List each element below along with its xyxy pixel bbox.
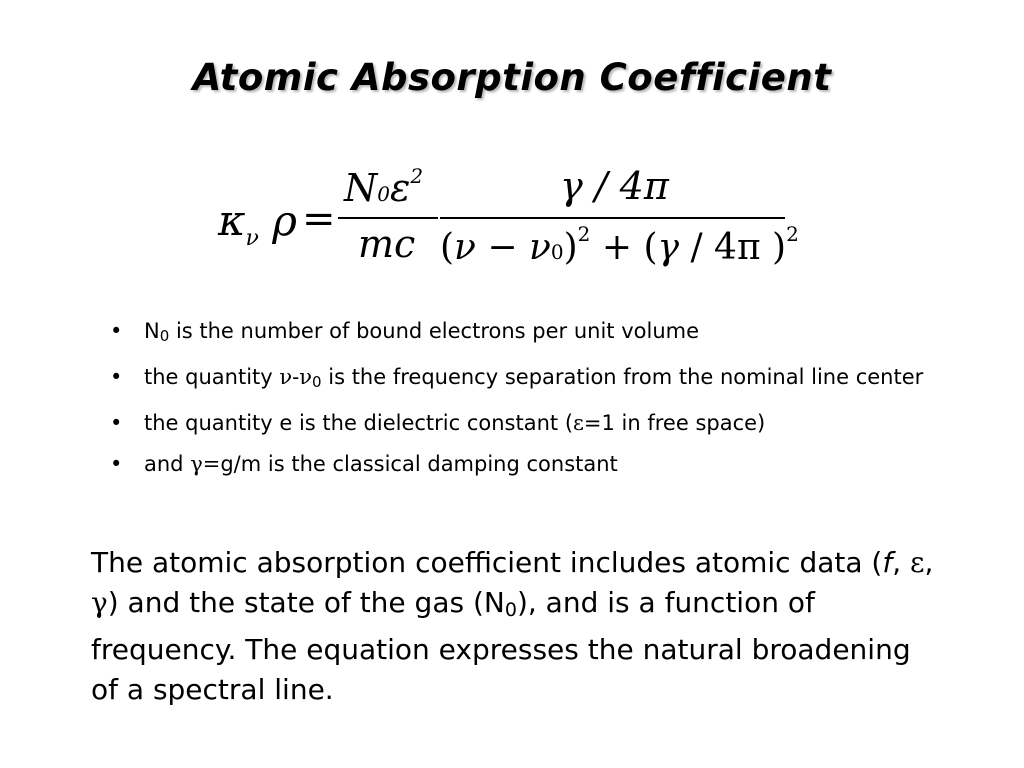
lorentzian-denominator: $(\nu - \nu 0)^2 + (\gamma / 4\pi$ )$^2$ xyxy=(440,222,799,268)
equation-lhs xyxy=(218,196,297,251)
bullet-list xyxy=(110,316,960,490)
lorentzian-numerator: γ / 4π xyxy=(560,164,669,208)
rho-symbol: ρ xyxy=(272,196,297,245)
prefactor-denominator: mc xyxy=(358,222,416,266)
prefactor-numerator: $N0\varepsilon^2$ xyxy=(344,164,424,210)
fraction-bar xyxy=(338,217,438,219)
summary-paragraph: The atomic absorption coefficient includes atomic data (f, ε, γ) and the state of the gas $(N_0)$, and is a function of frequency. The equation expresses the natural broadening of a spectral line. xyxy=(91,546,934,706)
absorption-equation xyxy=(210,160,799,275)
fraction-lorentzian xyxy=(440,160,799,275)
kappa-symbol: κ xyxy=(218,196,246,245)
equals-sign: = xyxy=(302,196,336,242)
fraction-prefactor xyxy=(338,160,442,275)
nu-subscript: ν xyxy=(245,226,259,251)
slide-title: Atomic Absorption Coefficient xyxy=(192,56,832,99)
fraction-bar xyxy=(440,217,785,219)
list-item: • and γ=g/m is the classical damping constant xyxy=(110,449,960,480)
list-item: • the quantity $\nu-\nu_0$ is the frequency separation from the nominal line center xyxy=(110,362,960,398)
list-item: • the quantity e is the dielectric constant (ε=1 in free space) xyxy=(110,408,960,439)
list-item: • $N_0$ is the number of bound electrons per unit volume xyxy=(110,316,960,352)
